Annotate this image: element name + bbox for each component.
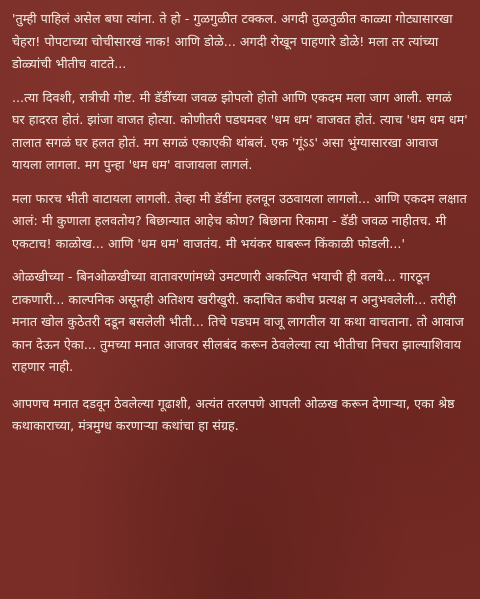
blurb-paragraph-3: मला फारच भीती वाटायला लागली. तेव्हा मी डॅडींना हलवून उठवायला लागलो... आणि एकदम लक्षात आलं: मी कुणाला हलवतोय? बिछान्यात आहेच कोण? बिछाना रिकामा - डॅडी जवळ नाहीतच. मी एकटाच! काळोख... आणि 'धम धम' वाजतंय. मी भयंकर घाबरून किंकाळी फोडली...' [12, 190, 467, 251]
blurb-paragraph-5: आपणच मनात दडवून ठेवलेल्या गूढाशी, अत्यंत तरलपणे आपली ओळख करून देणाऱ्या, एका श्रेष्ठ कथाकाराच्या, मंत्रमुग्ध करणाऱ्या कथांचा हा संग्रह. [12, 395, 455, 433]
blurb-paragraph-4: ओळखीच्या - बिनओळखीच्या वातावरणांमध्ये उमटणारी अकल्पित भयाची ही वलये... गारठून टाकणारी... काल्पनिक असूनही अतिशय खरीखुरी. कदाचित कधीच प्रत्यक्ष न अनुभवलेली... तरीही मनात खोल कुठेतरी दडून बसलेली भीती... तिचे पडघम वाजू लागतील या कथा वाचताना. तो आवाज कान देऊन ऐका... तुमच्या मनात आजवर सीलबंद करून ठेवलेल्या त्या भीतीचा निचरा झाल्याशिवाय राहणार नाही. [12, 269, 464, 374]
blurb-paragraph-1: 'तुम्ही पाहिलं असेल बघा त्यांना. ते हो - गुळगुळीत टक्कल. अगदी तुळतुळीत काळ्या गोट्यासारखा चेहरा! पोपटाच्या चोचीसारखं नाक! आणि डोळे... अगदी रोखून पाहणारे डोळे! मला तर त्यांच्या डोळ्यांची भीतीच वाटते... [12, 11, 453, 71]
blurb-paragraph-2: ...त्या दिवशी, रात्रीची गोष्ट. मी डॅडींच्या जवळ झोपलो होतो आणि एकदम मला जाग आली. सगळं घर हादरत होतं. झांजा वाजत होत्या. कोणीतरी पडघमवर 'धम धम' वाजवत होतं. त्याच 'धम धम धम' तालात सगळं घर हलत होतं. मग सगळं एकाएकी थांबलं. एक 'गूंऽऽ' असा भुंग्यासारखा आवाज यायला लागला. मग पुन्हा 'धम धम' वाजायला लागलं. [12, 89, 468, 172]
